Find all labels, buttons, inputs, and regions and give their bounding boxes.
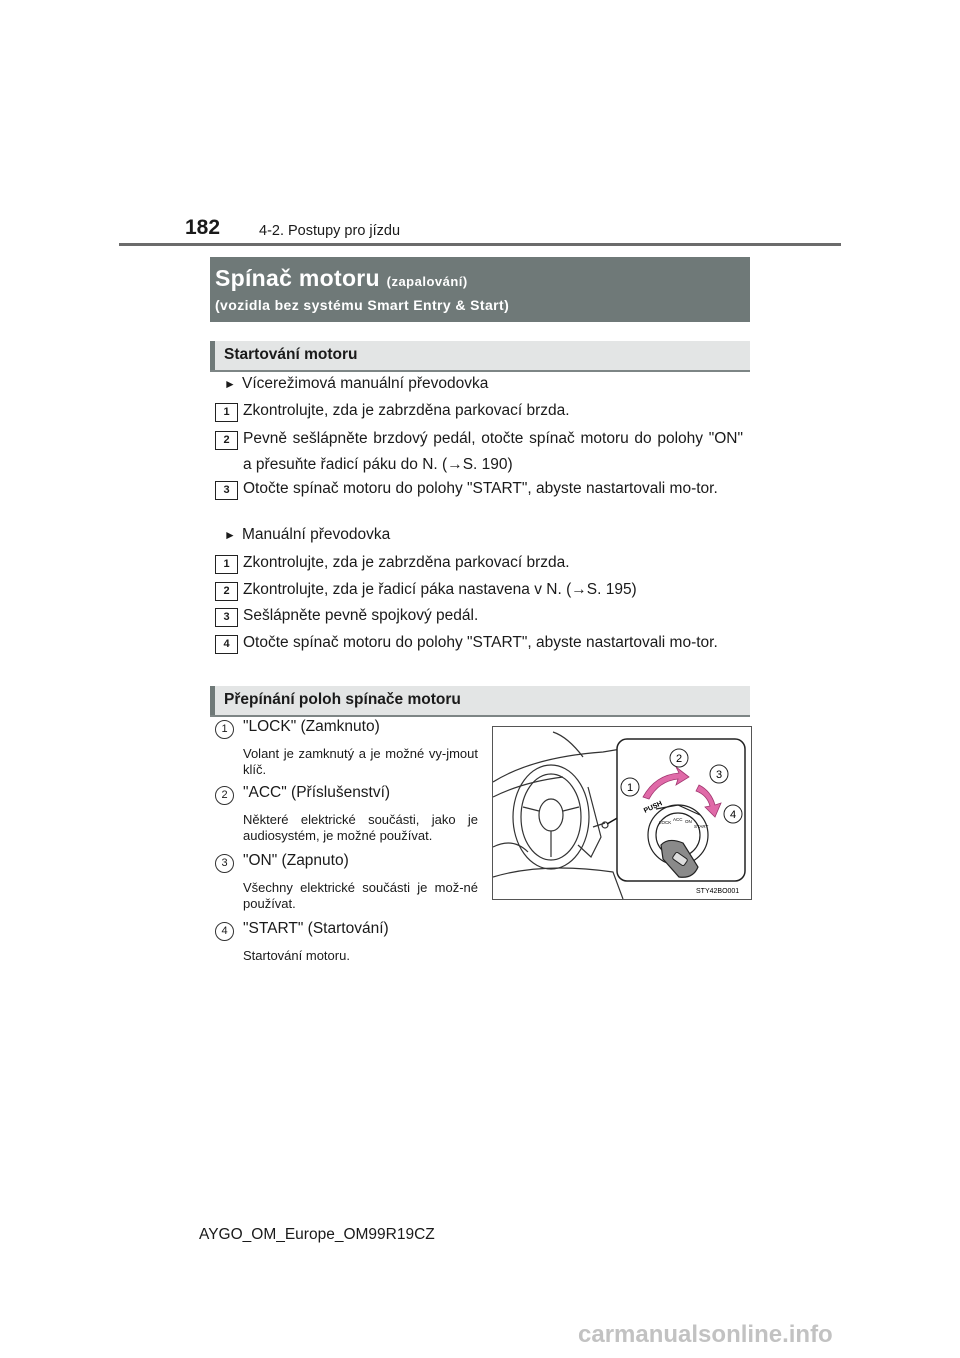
column-stalk	[593, 823, 605, 827]
steering-column	[578, 787, 601, 857]
page-title	[215, 265, 468, 292]
manual-label-text: Manuální převodovka	[242, 526, 391, 543]
title-main-text: Spínač motoru	[215, 265, 380, 291]
step-item	[215, 577, 743, 603]
subheading-text: Přepínání poloh spínače motoru	[224, 691, 461, 708]
step-item	[215, 630, 743, 656]
subheading-starting-engine	[210, 341, 750, 372]
dial-label-on: ON	[685, 819, 692, 824]
callout-4-label: 4	[729, 809, 737, 821]
dial-label-start: START	[694, 824, 709, 829]
step-number: 1	[215, 555, 238, 574]
step-item	[215, 550, 743, 576]
position-description: Všechny elektrické součásti je mož-né používat.	[243, 880, 478, 911]
step-text: Zkontrolujte, zda je řadicí páka nastavena v N. (→S. 195)	[243, 581, 637, 598]
step-item	[215, 398, 743, 424]
ignition-switch-figure	[492, 726, 752, 900]
step-number: 4	[215, 635, 238, 654]
triangle-bullet-icon: ►	[224, 377, 236, 391]
dashboard-line	[553, 732, 583, 757]
key-slot	[602, 822, 608, 828]
dashboard-line	[493, 843, 528, 852]
step-item	[215, 426, 743, 478]
ignition-illustration	[493, 727, 751, 899]
position-number: 3	[215, 854, 234, 873]
subheading-bar	[210, 341, 215, 370]
step-number: 3	[215, 608, 238, 627]
step-number: 1	[215, 403, 238, 422]
page-subtitle: (vozidla bez systému Smart Entry & Start)	[215, 297, 510, 313]
step-text: Zkontrolujte, zda je zabrzděna parkovací brzda.	[243, 402, 570, 419]
multimode-label-text: Vícerežimová manuální převodovka	[242, 375, 489, 392]
section-title: 4-2. Postupy pro jízdu	[259, 223, 401, 239]
dashboard-line	[493, 777, 563, 797]
document-id: AYGO_OM_Europe_OM99R19CZ	[199, 1226, 435, 1243]
position-number: 4	[215, 922, 234, 941]
triangle-bullet-icon: ►	[224, 528, 236, 542]
position-title: "START" (Startování)	[243, 920, 389, 937]
step-item	[215, 603, 743, 629]
callout-1-label: 1	[626, 782, 634, 794]
position-title: "ACC" (Příslušenství)	[243, 784, 391, 801]
manual-label	[224, 526, 390, 544]
position-description: Volant je zamknutý a je možné vy-jmout klíč.	[243, 746, 478, 777]
subheading-bar	[210, 686, 215, 715]
step-text: Pevně sešlápněte brzdový pedál, otočte spínač motoru do polohy "ON" a přesuňte řadicí páku do N. (→S. 190)	[243, 430, 743, 473]
position-number: 2	[215, 786, 234, 805]
position-description: Některé elektrické součásti, jako je audiosystém, je možné používat.	[243, 812, 478, 843]
step-number: 3	[215, 481, 238, 500]
header-rule	[119, 243, 841, 246]
step-item	[215, 476, 743, 502]
step-text: Zkontrolujte, zda je zabrzděna parkovací brzda.	[243, 554, 570, 571]
push-label: PUSH	[642, 800, 664, 815]
steering-hub	[539, 799, 563, 831]
title-box	[210, 257, 750, 322]
callout-3-label: 3	[715, 769, 723, 781]
step-number: 2	[215, 582, 238, 601]
dashboard-line	[493, 868, 623, 899]
multimode-label	[224, 375, 488, 393]
step-text: Otočte spínač motoru do polohy "START", abyste nastartovali mo-tor.	[243, 480, 718, 497]
step-text: Sešlápněte pevně spojkový pedál.	[243, 607, 479, 624]
position-description: Startování motoru.	[243, 948, 350, 963]
step-text: Otočte spínač motoru do polohy "START", abyste nastartovali mo-tor.	[243, 634, 718, 651]
figure-code: STY42BO001	[696, 888, 740, 895]
subheading-switching-positions	[210, 686, 750, 717]
position-title: "ON" (Zapnuto)	[243, 852, 349, 869]
position-number: 1	[215, 720, 234, 739]
step-number: 2	[215, 431, 238, 450]
callout-2-label: 2	[675, 753, 683, 765]
title-paren: (zapalování)	[386, 274, 468, 289]
subheading-text: Startování motoru	[224, 346, 358, 363]
dial-label-lock: LOCK	[659, 820, 672, 825]
dial-label-acc: ACC	[673, 817, 683, 822]
page-number: 182	[185, 216, 221, 239]
watermark: carmanualsonline.info	[578, 1321, 833, 1348]
position-title: "LOCK" (Zamknuto)	[243, 718, 380, 735]
